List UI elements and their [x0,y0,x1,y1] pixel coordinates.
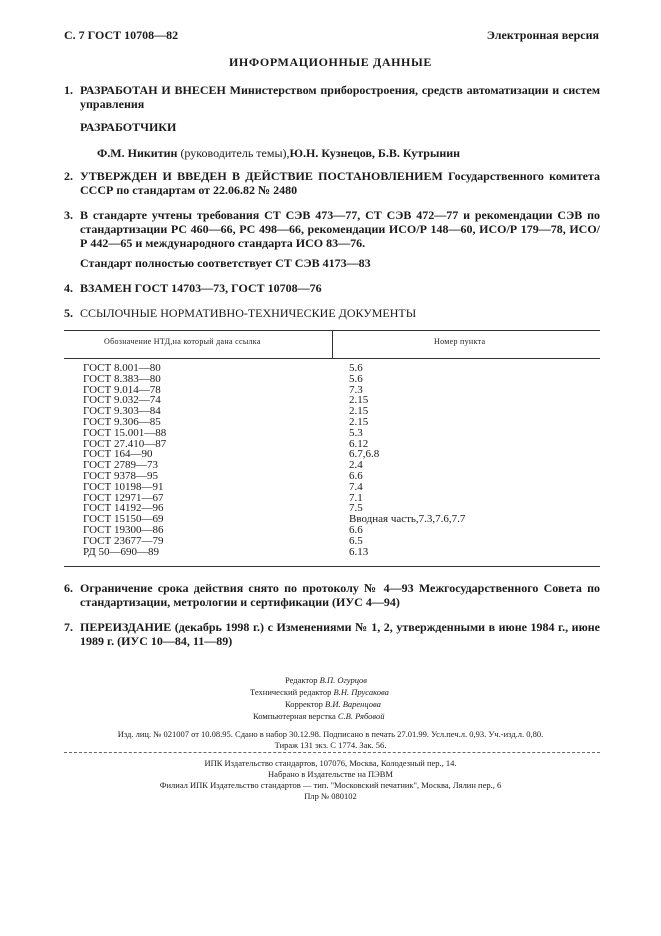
table-cell-standard: ГОСТ 10198—91 [83,480,164,493]
table-cell-point: 6.6 [349,469,363,482]
imprint-divider [64,752,600,753]
table-cell-point: 6.6 [349,523,363,536]
table-cell-point: 6.12 [349,437,369,450]
imprint-layout: Компьютерная верстка С.В. Рябовой [253,711,385,721]
table-cell-standard: ГОСТ 9.303—84 [83,405,161,418]
page-header-right: Электронная версия [486,28,599,42]
table-cell-point: 7.4 [349,480,363,493]
page-header-left: С. 7 ГОСТ 10708—82 [64,28,179,42]
item-7 [64,620,600,648]
item-4 [64,281,600,295]
publisher-line-3: Филиал ИПК Издательство стандартов — тип. "Московский печатник", Москва, Лялин пер., 6 [159,780,502,790]
table-cell-standard: ГОСТ 9378—95 [83,469,158,482]
item-1 [64,83,600,111]
table-cell-standard: ГОСТ 164—90 [83,448,153,461]
table-cell-point: Вводная часть,7.3,7.6,7.7 [349,513,466,526]
table-bottom-rule [64,566,600,567]
imprint-print: Тираж 131 экз. С 1774. Зак. 56. [274,740,387,750]
developers-list [97,146,460,161]
table-cell-standard: ГОСТ 8.383—80 [83,372,161,385]
table-cell-standard: ГОСТ 9.306—85 [83,415,161,428]
table-cell-point: 2.15 [349,394,369,407]
table-col2-header: Номер пункта [434,337,486,346]
table-header-divider [332,330,333,358]
item-number: 1. [64,83,73,97]
item-2 [64,169,600,197]
table-cell-standard: ГОСТ 8.001—80 [83,362,161,374]
table-cell-point: 2.15 [349,415,369,428]
table-cell-standard: ГОСТ 9.014—78 [83,383,161,396]
table-cell-point: 6.7,6.8 [349,448,380,461]
imprint-tech-editor: Технический редактор В.Н. Прусакова [250,687,389,697]
table-cell-standard: ГОСТ 23677—79 [83,534,164,547]
table-cell-standard: ГОСТ 2789—73 [83,459,158,472]
item-number: 3. [64,208,73,222]
developer-others: Ю.Н. Кузнецов, Б.В. Кутрынин [289,146,461,160]
item-number: 7. [64,620,73,634]
table-cell-point: 7.3 [349,383,363,396]
item-3 [64,208,600,250]
item-6 [64,581,600,609]
publisher-line-4: Плр № 080102 [304,791,357,801]
table-cell-point: 5.6 [349,362,363,374]
item-text: ПЕРЕИЗДАНИЕ (декабрь 1998 г.) с Изменениями № 1, 2, утвержденными в июне 1984 г., июне 1989 г. (ИУС 10—84, 11—89) [80,620,600,648]
item-text: ВЗАМЕН ГОСТ 14703—73, ГОСТ 10708—76 [80,281,322,295]
table-cell-standard: ГОСТ 12971—67 [83,491,164,504]
table-header-rule [64,358,600,359]
table-cell-point: 2.4 [349,459,363,472]
item-number: 6. [64,581,73,595]
item-text: РАЗРАБОТАН И ВНЕСЕН Министерством приборостроения, средств автоматизации и систем управления [80,83,600,111]
imprint-editor: Редактор В.П. Огурцов [285,675,367,685]
developer-role: (руководитель темы), [177,146,290,160]
item-number: 4. [64,281,73,295]
item-number: 2. [64,169,73,183]
publisher-line-2: Набрано в Издательстве на ПЭВМ [268,769,393,779]
table-col-points [349,363,465,557]
table-cell-point: 5.6 [349,372,363,385]
table-cell-standard: ГОСТ 15150—69 [83,513,164,526]
table-cell-point: 7.1 [349,491,363,504]
document-title: ИНФОРМАЦИОННЫЕ ДАННЫЕ [229,55,432,69]
developers-heading: РАЗРАБОТЧИКИ [80,120,177,134]
table-cell-point: 6.13 [349,545,369,558]
table-cell-standard: ГОСТ 14192—96 [83,502,164,515]
table-cell-point: 5.3 [349,426,363,439]
item-text: УТВЕРЖДЕН И ВВЕДЕН В ДЕЙСТВИЕ ПОСТАНОВЛЕНИЕМ Государственного комитета СССР по стандартам от 22.06.82 № 2480 [80,169,600,197]
table-cell-standard: ГОСТ 27.410—87 [83,437,167,450]
item-text: ССЫЛОЧНЫЕ НОРМАТИВНО-ТЕХНИЧЕСКИЕ ДОКУМЕНТЫ [80,306,417,320]
table-col1-header: Обозначение НТД,на который дана ссылка [104,337,261,346]
imprint-corrector: Корректор В.И. Варенцова [285,699,381,709]
table-cell-standard: РД 50—690—89 [83,545,160,558]
item-3-note: Стандарт полностью соответствует СТ СЭВ 4173—83 [80,256,371,270]
table-cell-standard: ГОСТ 15.001—88 [83,426,167,439]
table-cell-point: 6.5 [349,534,363,547]
table-cell-point: 7.5 [349,502,363,515]
item-number: 5. [64,306,73,320]
publisher-line-1: ИПК Издательство стандартов, 107076, Москва, Колодезный пер., 14. [204,758,457,768]
developer-lead: Ф.М. Никитин [97,146,178,160]
imprint-licence: Изд. лиц. № 021007 от 10.08.95. Сдано в набор 30.12.98. Подписано в печать 27.01.99. Усл.печ.л. 0,93. Уч.-изд.л. 0,80. [117,729,544,739]
table-col-standards [83,363,166,557]
table-cell-standard: ГОСТ 19300—86 [83,523,164,536]
table-cell-point: 2.15 [349,405,369,418]
item-text: В стандарте учтены требования СТ СЭВ 473—77, СТ СЭВ 472—77 и рекомендации СЭВ по стандартизации РС 460—66, РС 498—66, рекомендации ИСО/Р 148—60, ИСО/Р 179—78, ИСО/Р 442—65 и международного стандарта ИСО 83—76. [80,208,600,250]
item-5 [64,306,600,320]
item-text: Ограничение срока действия снято по протоколу № 4—93 Межгосударственного Совета по стандартизации, метрологии и сертификации (ИУС 4—94) [80,581,600,609]
table-cell-standard: ГОСТ 9.032—74 [83,394,161,407]
